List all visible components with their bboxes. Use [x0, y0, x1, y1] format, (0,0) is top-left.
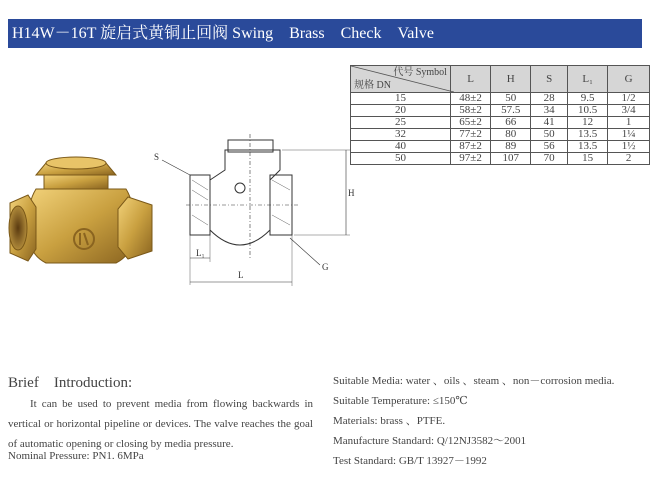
- cell-g: 2: [608, 153, 650, 165]
- header-symbol: 代号 Symbol: [393, 67, 447, 78]
- cell-h: 89: [491, 141, 531, 153]
- label-l1: L₁: [196, 248, 205, 258]
- label-s: S: [154, 152, 160, 162]
- cell-l1: 13.5: [568, 141, 608, 153]
- table-row: [351, 141, 650, 153]
- cell-g: 1½: [608, 141, 650, 153]
- cell-l1: 15: [568, 153, 608, 165]
- title-cn-name: 旋启式黄铜止回阀: [100, 25, 229, 42]
- cell-l: 77±2: [450, 129, 490, 141]
- cell-h: 107: [491, 153, 531, 165]
- spec-list: [333, 371, 643, 471]
- table-corner-header: [351, 66, 451, 93]
- cell-g: 1/2: [608, 93, 650, 105]
- cell-s: 50: [531, 129, 568, 141]
- table-row: [351, 129, 650, 141]
- table-row: [351, 105, 650, 117]
- cell-l: 58±2: [450, 105, 490, 117]
- cell-l1: 9.5: [568, 93, 608, 105]
- cell-h: 50: [491, 93, 531, 105]
- col-header-l1: L₁: [568, 66, 608, 93]
- dimension-table: [350, 65, 650, 165]
- cell-g: 1: [608, 117, 650, 129]
- cell-l1: 10.5: [568, 105, 608, 117]
- cell-s: 28: [531, 93, 568, 105]
- spec-materials: Materials: brass 、PTFE.: [333, 415, 446, 427]
- table-row: [351, 153, 650, 165]
- cell-dn: 25: [351, 117, 451, 129]
- cell-l: 87±2: [450, 141, 490, 153]
- table-row: [351, 117, 650, 129]
- cell-l1: 12: [568, 117, 608, 129]
- cell-h: 66: [491, 117, 531, 129]
- label-l: L: [238, 270, 244, 280]
- col-header-s: S: [531, 66, 568, 93]
- cell-h: 57.5: [491, 105, 531, 117]
- cell-l: 97±2: [450, 153, 490, 165]
- cell-dn: 40: [351, 141, 451, 153]
- cell-dn: 32: [351, 129, 451, 141]
- spec-test-standard: Test Standard: GB/T 13927－1992: [333, 455, 487, 467]
- title-en-name: Swing Brass Check Valve: [232, 25, 434, 42]
- spec-manufacture-standard: Manufacture Standard: Q/12NJ3582～2001: [333, 435, 527, 447]
- label-h: H: [348, 188, 355, 198]
- cell-s: 41: [531, 117, 568, 129]
- brief-heading: Brief Introduction:: [8, 375, 133, 391]
- col-header-l: L: [450, 66, 490, 93]
- title-model: H14W－16T: [12, 25, 97, 42]
- cell-s: 34: [531, 105, 568, 117]
- technical-drawing: [150, 130, 370, 290]
- cell-l: 65±2: [450, 117, 490, 129]
- header-dn: 规格 DN: [354, 80, 391, 91]
- cell-dn: 20: [351, 105, 451, 117]
- spec-temperature: Suitable Temperature: ≤150℃: [333, 395, 468, 407]
- cell-h: 80: [491, 129, 531, 141]
- cell-g: 1¼: [608, 129, 650, 141]
- nominal-pressure: Nominal Pressure: PN1. 6MPa: [8, 450, 144, 462]
- table-row: [351, 93, 650, 105]
- cell-s: 56: [531, 141, 568, 153]
- col-header-h: H: [491, 66, 531, 93]
- cell-g: 3/4: [608, 105, 650, 117]
- cell-l: 48±2: [450, 93, 490, 105]
- label-g: G: [322, 262, 329, 272]
- spec-media: Suitable Media: water 、oils 、steam 、non－corrosion media.: [333, 375, 615, 387]
- cell-l1: 13.5: [568, 129, 608, 141]
- cell-s: 70: [531, 153, 568, 165]
- cell-dn: 15: [351, 93, 451, 105]
- title-bar: [8, 19, 642, 48]
- col-header-g: G: [608, 66, 650, 93]
- valve-photo: [6, 145, 156, 295]
- cell-dn: 50: [351, 153, 451, 165]
- brief-text: It can be used to prevent media from flowing backwards in vertical or horizontal pipeline or devices. The valve reaches the goal of automatic opening or closing by media pressure.: [8, 398, 313, 450]
